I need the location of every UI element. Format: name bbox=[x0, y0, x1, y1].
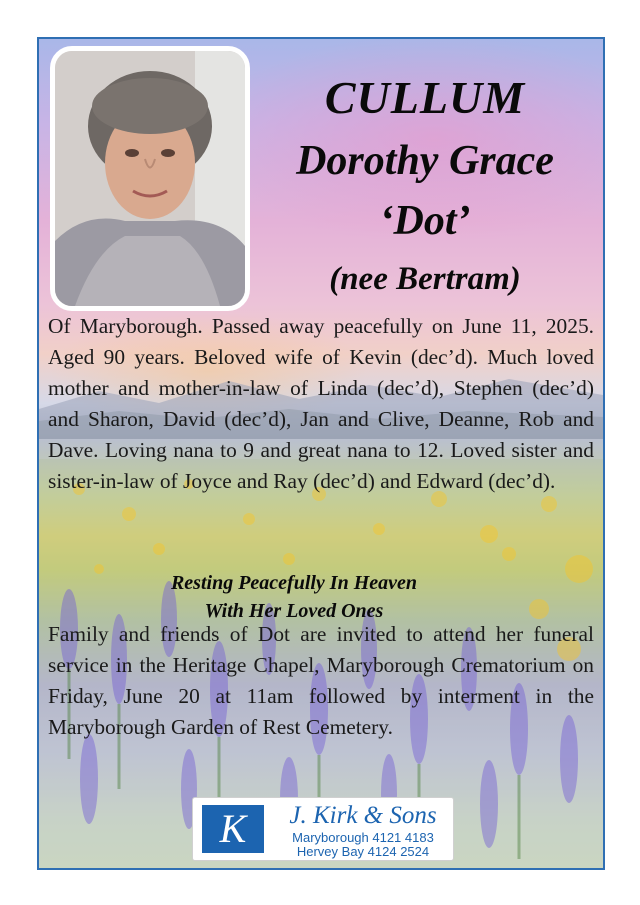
portrait-illustration bbox=[55, 51, 245, 306]
given-names-heading: Dorothy Grace bbox=[296, 138, 554, 184]
verse-line-1: Resting Peacefully In Heaven bbox=[170, 572, 418, 594]
funeral-director-logo bbox=[192, 797, 454, 861]
logo-letter: K bbox=[219, 806, 247, 851]
k-monogram-icon bbox=[202, 805, 264, 853]
phone-hervey-bay: Hervey Bay 4124 2524 bbox=[296, 844, 430, 859]
nickname-heading: ‘Dot’ bbox=[379, 198, 471, 244]
surname-heading: CULLUM bbox=[324, 72, 526, 123]
obituary-paragraph: Of Maryborough. Passed away peacefully on June 11, 2025. Aged 90 years. Beloved wife of Kevin (dec’d). Much loved mother and mother-in-law of Linda (dec’d), Stephen (dec’d) and Sharon, David (dec’d), Jan and Clive, Deanne, Rob and Dave. Loving nana to 9 and great nana to 12. Loved sister and sister-in-law of Joyce and Ray (dec’d) and Edward (dec’d). bbox=[48, 314, 594, 493]
maiden-name-heading: (nee Bertram) bbox=[329, 261, 521, 297]
verse bbox=[99, 569, 489, 625]
portrait-photo bbox=[50, 46, 250, 311]
phone-maryborough: Maryborough 4121 4183 bbox=[292, 830, 434, 845]
notice-frame bbox=[37, 37, 605, 870]
funeral-director-name: J. Kirk & Sons bbox=[289, 802, 437, 829]
verse-line-2: With Her Loved Ones bbox=[204, 600, 384, 622]
funeral-details-paragraph: Family and friends of Dot are invited to attend her funeral service in the Heritage Chapel, Maryborough Crematorium on Friday, June 20 at 11am followed by interment in the Maryborough Garden of Rest Cemetery. bbox=[48, 622, 594, 739]
